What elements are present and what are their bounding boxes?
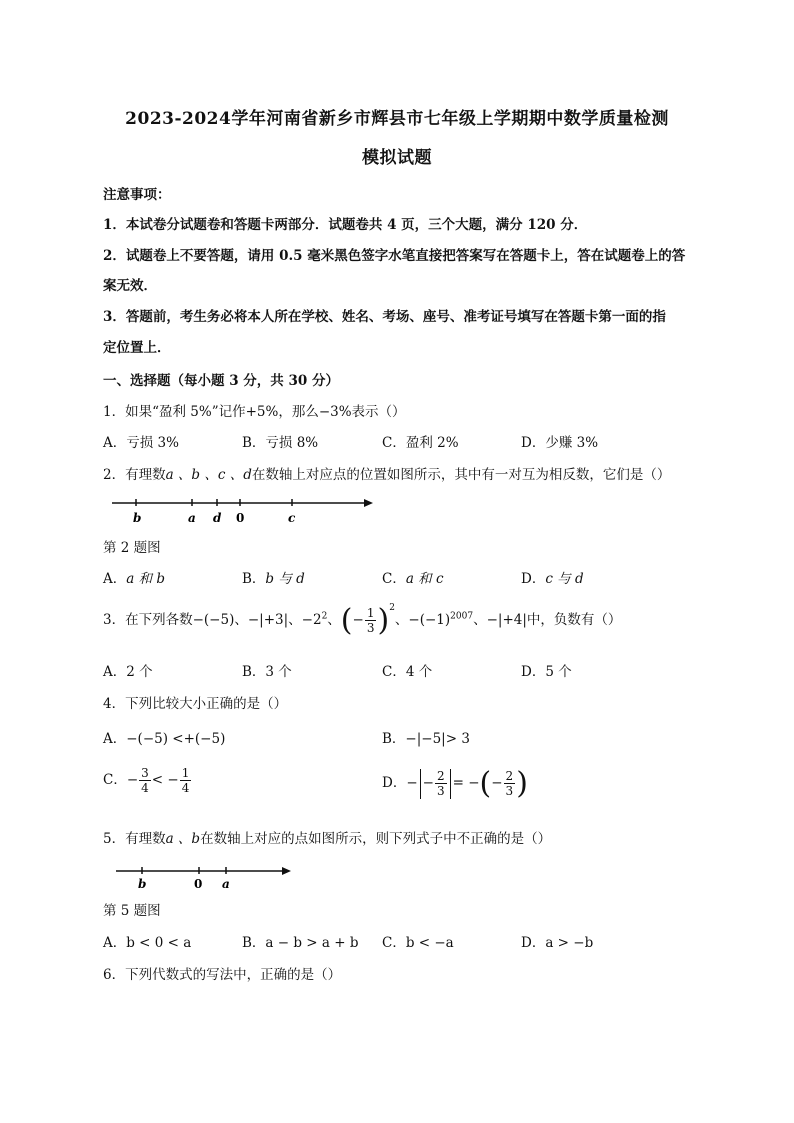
q1-option-b: B．亏损 8% — [242, 435, 319, 451]
axis-arrow — [364, 499, 373, 507]
number-line-figure-5 — [116, 862, 292, 892]
note-item-2-cont: 案无效． — [103, 278, 157, 294]
note-item-3: 3．答题前，考生务必将本人所在学校、姓名、考场、座号、准考证号填写在答题卡第一面的指 — [103, 309, 666, 325]
q4-option-b: B．−|−5|> 3 — [382, 731, 470, 747]
q1-option-c: C．盈利 2% — [382, 435, 459, 451]
q5-option-b: B．a − b > a + b — [242, 935, 359, 951]
page-title: 2023-2024学年河南省新乡市辉县市七年级上学期期中数学质量检测 — [125, 109, 669, 129]
question-6-stem: 6．下列代数式的写法中，正确的是（） — [103, 967, 342, 983]
question-5-stem: 5．有理数a 、b在数轴上对应的点如图所示，则下列式子中不正确的是（） — [103, 831, 552, 847]
q5-option-c: C．b < −a — [382, 935, 454, 951]
question-3-stem: 3．在下列各数−(−5)、−|+3|、$-2^2$、(− $\frac{1}{3}$ )$^2$、$-(-1)^{2007}$、−|+4|中，负数有（） — [103, 603, 622, 638]
axis-arrow — [282, 867, 291, 875]
q2-option-a: A．a 和 b — [103, 571, 166, 587]
label-d: d — [213, 511, 222, 525]
q3-option-d: D．5 个 — [521, 664, 572, 680]
note-item-2: 2．试题卷上不要答题，请用 0.5 毫米黑色签字水笔直接把答案写在答题卡上，答在试题卷上的答 — [103, 248, 686, 264]
label-a: a — [222, 877, 230, 891]
label-a: a — [188, 511, 196, 525]
section-heading: 一、选择题（每小题 3 分，共 30 分） — [103, 373, 339, 389]
label-zero: 0 — [236, 511, 245, 525]
number-line-figure-2 — [112, 494, 374, 530]
q2-option-d: D．c 与 d — [521, 571, 584, 587]
q4-option-a: A．−(−5) <+(−5) — [103, 731, 226, 747]
q2-option-c: C．a 和 c — [382, 571, 444, 587]
figure-2-caption: 第 2 题图 — [103, 540, 161, 556]
note-item-1: 1．本试卷分试题卷和答题卡两部分．试题卷共 4 页，三个大题，满分 120 分． — [103, 217, 588, 233]
q3-option-a: A．2 个 — [103, 664, 153, 680]
question-2-stem: 2．有理数a 、b 、c 、d在数轴上对应点的位置如图所示，其中有一对互为相反数，它们是（） — [103, 467, 671, 483]
label-zero: 0 — [194, 877, 203, 891]
figure-5-caption: 第 5 题图 — [103, 903, 161, 919]
fraction-one-third: $\frac{1}{3}$ — [366, 606, 375, 635]
q5-option-a: A．b < 0 < a — [103, 935, 192, 951]
question-1-stem: 1．如果“盈利 5%”记作+5%，那么−3%表示（） — [103, 404, 406, 420]
q1-option-a: A．亏损 3% — [103, 435, 179, 451]
label-b: b — [133, 511, 142, 525]
q3-option-c: C．4 个 — [382, 664, 433, 680]
label-b: b — [138, 877, 147, 891]
q5-option-d: D．a > −b — [521, 935, 594, 951]
q4-option-d: D．− − $\frac{2}{3}$ = −(− $\frac{2}{3}$ ) — [382, 766, 528, 801]
q2-option-b: B．b 与 d — [242, 571, 305, 587]
q3-option-b: B．3 个 — [242, 664, 292, 680]
question-4-stem: 4．下列比较大小正确的是（） — [103, 696, 288, 712]
note-item-3-cont: 定位置上． — [103, 340, 171, 356]
page-subtitle: 模拟试题 — [362, 148, 432, 168]
q4-option-c: C．− $\frac{3}{4}$ < − $\frac{1}{4}$ — [103, 766, 190, 795]
notes-heading: 注意事项： — [103, 187, 171, 203]
label-c: c — [288, 511, 296, 525]
q1-option-d: D．少赚 3% — [521, 435, 599, 451]
